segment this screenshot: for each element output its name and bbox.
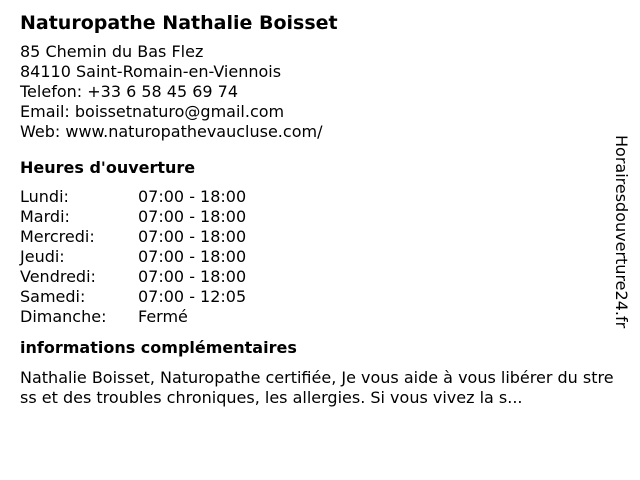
additional-info-text: Nathalie Boisset, Naturopathe certifiée, Je vous aide à vous libérer du stress et des troubles chroniques, les allergies. Si vous vivez la s... — [20, 368, 614, 407]
time-value: 07:00 - 18:00 — [138, 207, 247, 226]
business-card — [20, 10, 620, 408]
time-value: 07:00 - 18:00 — [138, 227, 247, 246]
hours-row-friday — [20, 267, 620, 287]
day-label: Mercredi: — [20, 227, 95, 246]
street-address: 85 Chemin du Bas Flez — [20, 42, 204, 61]
city-address: 84110 Saint-Romain-en-Viennois — [20, 62, 282, 81]
contact-block — [20, 42, 620, 142]
day-label: Lundi: — [20, 187, 69, 206]
phone-number: Telefon: +33 6 58 45 69 74 — [20, 82, 239, 101]
time-value: 07:00 - 18:00 — [138, 267, 247, 286]
day-label: Jeudi: — [20, 247, 65, 266]
additional-info-heading: informations complémentaires — [20, 338, 297, 357]
day-label: Dimanche: — [20, 307, 107, 326]
time-value: 07:00 - 18:00 — [138, 187, 247, 206]
day-label: Vendredi: — [20, 267, 96, 286]
hours-row-sunday — [20, 307, 620, 327]
day-label: Samedi: — [20, 287, 86, 306]
hours-row-monday — [20, 187, 620, 207]
email-address: Email: boissetnaturo@gmail.com — [20, 102, 285, 121]
time-value: 07:00 - 12:05 — [138, 287, 247, 306]
opening-hours-table — [20, 187, 620, 327]
website-address: Web: www.naturopathevaucluse.com/ — [20, 122, 323, 141]
opening-hours-heading: Heures d'ouverture — [20, 158, 196, 177]
hours-row-tuesday — [20, 207, 620, 227]
business-name: Naturopathe Nathalie Boisset — [20, 12, 338, 34]
hours-row-thursday — [20, 247, 620, 267]
hours-row-saturday — [20, 287, 620, 307]
day-label: Mardi: — [20, 207, 70, 226]
site-watermark: Horairesdouverture24.fr — [612, 135, 631, 329]
time-value: 07:00 - 18:00 — [138, 247, 247, 266]
hours-row-wednesday — [20, 227, 620, 247]
time-value: Fermé — [138, 307, 188, 326]
